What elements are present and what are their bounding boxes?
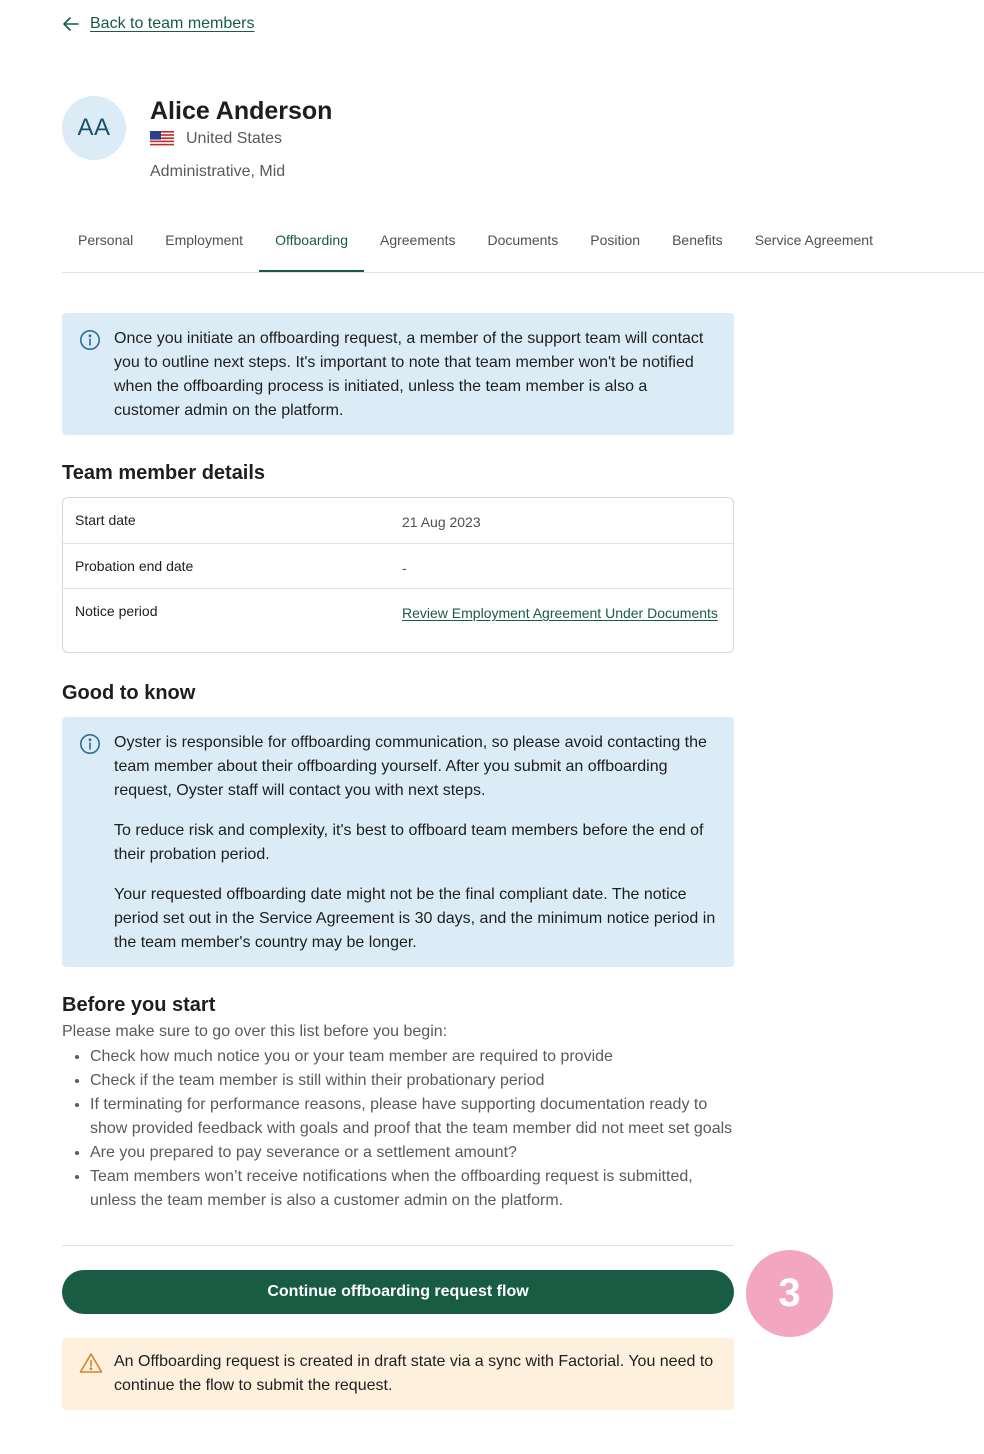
list-item: • Team members won’t receive notifications when the offboarding request is submitted, unless the team member is also a customer admin on the platform. bbox=[90, 1165, 734, 1213]
section-divider bbox=[62, 1245, 734, 1246]
before-you-start-heading: Before you start bbox=[62, 994, 216, 1016]
good-to-know-paragraph: Oyster is responsible for offboarding communication, so please avoid contacting the team member about their offboarding yourself. After you submit an offboarding request, Oyster staff will contact you with next steps. bbox=[114, 734, 707, 799]
info-banner-text: Once you initiate an offboarding request, a member of the support team will contact you to outline next steps. It's important to note that team member won't be notified when the offboarding process is initiated, unless the team member is also a customer admin on the platform. bbox=[114, 330, 704, 419]
row-label: Notice period bbox=[75, 603, 158, 619]
warning-triangle-icon bbox=[79, 1352, 103, 1374]
good-to-know-heading: Good to know bbox=[62, 682, 196, 704]
tab-agreements[interactable]: Agreements bbox=[379, 232, 456, 248]
good-to-know-banner bbox=[62, 717, 734, 967]
step-number-badge: 3 bbox=[746, 1250, 833, 1337]
table-row bbox=[63, 498, 733, 543]
info-icon bbox=[79, 733, 101, 755]
offboarding-info-banner bbox=[62, 313, 734, 435]
list-item: • Check if the team member is still within their probationary period bbox=[90, 1069, 734, 1093]
row-label: Probation end date bbox=[75, 558, 194, 574]
tab-documents[interactable]: Documents bbox=[487, 232, 559, 248]
list-item: • Check how much notice you or your team member are required to provide bbox=[90, 1045, 734, 1069]
avatar-initials: AA bbox=[77, 114, 111, 141]
row-value: - bbox=[402, 560, 407, 576]
draft-state-warning bbox=[62, 1338, 734, 1410]
row-value: 21 Aug 2023 bbox=[402, 514, 481, 530]
member-name: Alice Anderson bbox=[150, 97, 333, 125]
arrow-left-icon bbox=[62, 15, 80, 33]
member-country bbox=[150, 130, 282, 148]
continue-offboarding-button[interactable]: Continue offboarding request flow bbox=[62, 1270, 734, 1314]
tab-personal[interactable]: Personal bbox=[78, 232, 134, 248]
row-label: Start date bbox=[75, 512, 136, 528]
tab-employment[interactable]: Employment bbox=[165, 232, 244, 248]
team-member-details-table bbox=[62, 497, 734, 653]
review-employment-agreement-link[interactable]: Review Employment Agreement Under Documents bbox=[402, 605, 718, 621]
tab-benefits[interactable]: Benefits bbox=[672, 232, 723, 248]
info-icon bbox=[79, 329, 101, 351]
tab-position[interactable]: Position bbox=[590, 232, 641, 248]
member-role: Administrative, Mid bbox=[150, 163, 286, 180]
tab-offboarding[interactable]: Offboarding bbox=[259, 222, 364, 272]
tab-service-agreement[interactable]: Service Agreement bbox=[754, 232, 873, 248]
team-member-details-heading: Team member details bbox=[62, 462, 266, 484]
before-you-start-intro: Please make sure to go over this list before you begin: bbox=[62, 1023, 448, 1040]
list-item: • If terminating for performance reasons, please have supporting documentation ready to show provided feedback with goals and proof that the team member did not meet set goals bbox=[90, 1093, 734, 1141]
table-row bbox=[63, 588, 733, 652]
back-link-label: Back to team members bbox=[90, 15, 255, 32]
warning-text: An Offboarding request is created in draft state via a sync with Factorial. You need to continue the flow to submit the request. bbox=[114, 1353, 714, 1394]
before-you-start-checklist bbox=[62, 1045, 734, 1213]
back-to-team-members-link[interactable] bbox=[62, 15, 255, 33]
row-value bbox=[390, 589, 733, 652]
country-label: United States bbox=[186, 130, 283, 147]
avatar bbox=[62, 96, 126, 160]
list-item: • Are you prepared to pay severance or a settlement amount? bbox=[90, 1141, 734, 1165]
us-flag-icon bbox=[150, 131, 174, 147]
good-to-know-paragraph: Your requested offboarding date might not be the final compliant date. The notice period set out in the Service Agreement is 30 days, and the minimum notice period in the team member's country may be longer. bbox=[114, 886, 716, 951]
profile-tabs bbox=[62, 222, 984, 273]
good-to-know-paragraph: To reduce risk and complexity, it's best to offboard team members before the end of their probation period. bbox=[114, 822, 704, 863]
table-row bbox=[63, 543, 733, 588]
